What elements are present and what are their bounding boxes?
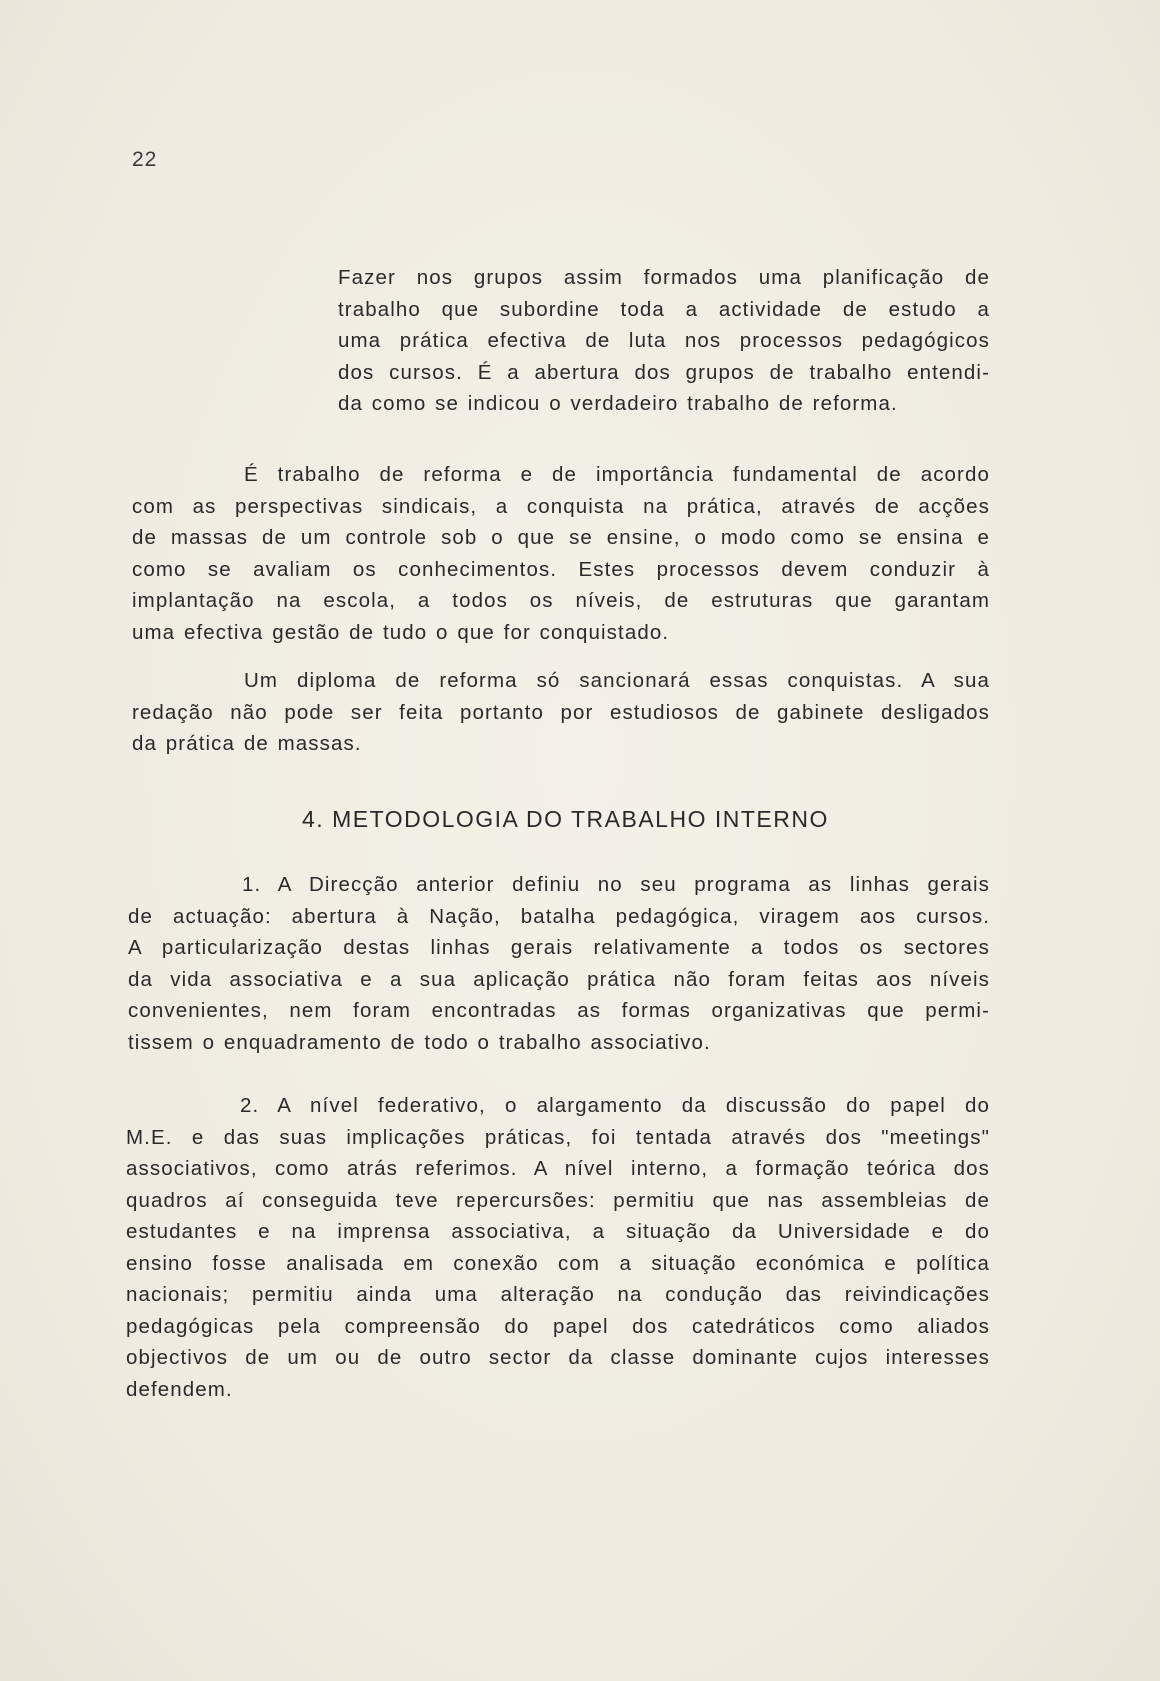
paragraph-line: como se avaliam os conhecimentos. Estes processos devem conduzir à [132, 557, 990, 581]
paragraph-line: quadros aí conseguida teve repercursões: permitiu que nas assembleias de [126, 1188, 990, 1212]
paragraph-line: trabalho que subordine toda a actividade de estudo a [338, 297, 990, 321]
paragraph-line: dos cursos. É a abertura dos grupos de trabalho entendi- [338, 360, 990, 384]
paragraph-3 [132, 665, 990, 760]
paragraph-line: associativos, como atrás referimos. A nível interno, a formação teórica dos [126, 1157, 990, 1180]
paragraph-1 [338, 262, 990, 420]
paragraph-2 [132, 459, 990, 648]
paragraph-5 [126, 1090, 990, 1405]
paragraph-line: M.E. e das suas implicações práticas, foi tentada através dos "meetings" [126, 1125, 990, 1149]
paragraph-line: 1. A Direcção anterior definiu no seu programa as linhas gerais [242, 873, 990, 896]
paragraph-line: tissem o enquadramento de todo o trabalho associativo. [128, 1030, 711, 1054]
paragraph-line: com as perspectivas sindicais, a conquista na prática, através de acções [132, 494, 990, 518]
paragraph-line: pedagógicas pela compreensão do papel dos catedráticos como aliados [126, 1314, 990, 1338]
paragraph-line: da vida associativa e a sua aplicação prática não foram feitas aos níveis [128, 967, 990, 991]
paragraph-line: de massas de um controle sob o que se ensine, o modo como se ensina e [132, 526, 990, 549]
paragraph-line: A particularização destas linhas gerais relativamente a todos os sectores [128, 936, 990, 959]
paragraph-line: É trabalho de reforma e de importância fundamental de acordo [244, 463, 990, 486]
paragraph-line: objectivos de um ou de outro sector da classe dominante cujos interesses [126, 1346, 990, 1369]
paragraph-line: uma efectiva gestão de tudo o que for conquistado. [132, 620, 670, 644]
paragraph-line: redação não pode ser feita portanto por estudiosos de gabinete desligados [132, 700, 990, 724]
section-heading: 4. METODOLOGIA DO TRABALHO INTERNO [302, 806, 829, 832]
paragraph-line: nacionais; permitiu ainda uma alteração na condução das reivindicações [126, 1283, 990, 1306]
paragraph-line: estudantes e na imprensa associativa, a situação da Universidade e do [126, 1220, 990, 1243]
paragraph-line: implantação na escola, a todos os níveis, de estruturas que garantam [132, 589, 990, 612]
paragraph-line: de actuação: abertura à Nação, batalha pedagógica, viragem aos cursos. [128, 904, 990, 928]
paragraph-line: Fazer nos grupos assim formados uma planificação de [338, 266, 990, 289]
paragraph-line: uma prática efectiva de luta nos processos pedagógicos [338, 329, 990, 352]
page-number: 22 [132, 148, 158, 171]
paragraph-line: 2. A nível federativo, o alargamento da discussão do papel do [240, 1094, 990, 1117]
paragraph-line: ensino fosse analisada em conexão com a situação económica e política [126, 1251, 990, 1275]
paragraph-line: convenientes, nem foram encontradas as formas organizativas que permi- [128, 999, 990, 1022]
paragraph-line: da prática de massas. [132, 732, 362, 755]
paragraph-line: defendem. [126, 1377, 233, 1401]
paragraph-line: da como se indicou o verdadeiro trabalho de reforma. [338, 392, 898, 415]
paragraph-line: Um diploma de reforma só sancionará essas conquistas. A sua [244, 669, 990, 692]
paragraph-4 [128, 869, 990, 1058]
